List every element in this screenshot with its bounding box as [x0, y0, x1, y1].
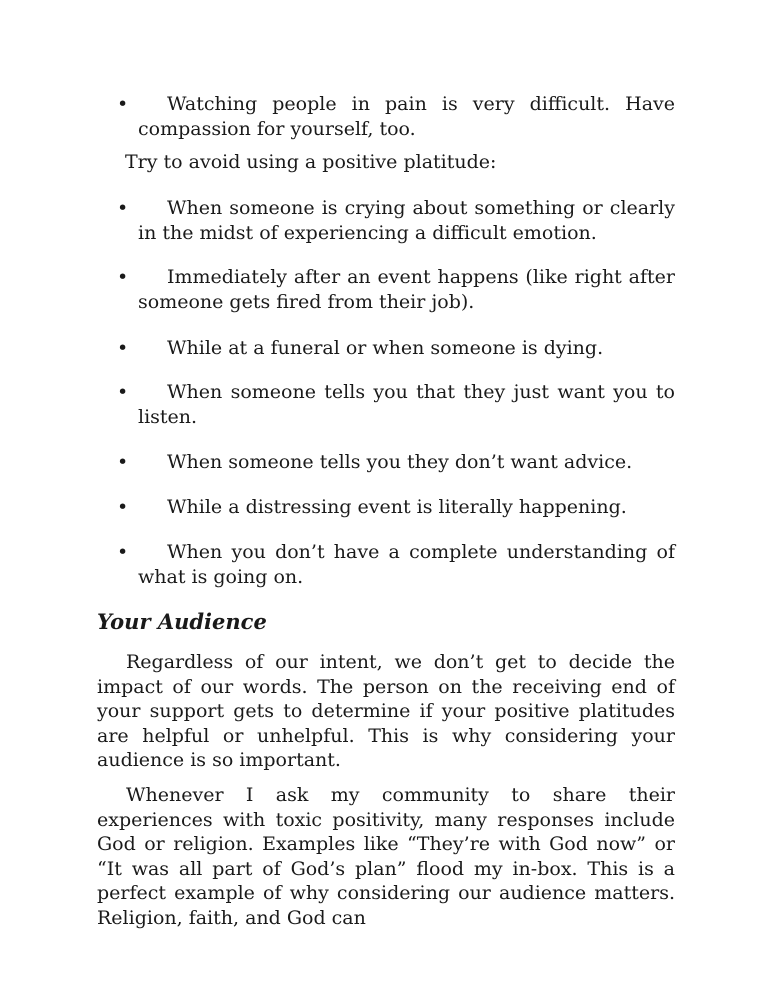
- body-paragraph: Regardless of our intent, we don’t get to decide the impact of our words. The person on the receiving end of your support gets to determine if your positive platitudes are helpful or unhelpful. This is why considering your audience is so important.: [97, 651, 675, 771]
- bullet-symbol: •: [117, 337, 129, 359]
- body-paragraph: Whenever I ask my community to share their experiences with toxic positivity, many responses include God or religion. Examples like “They’re with God now” or “It was all part of God’s plan” flood my in-box. This is a perfect example of why considering our audience matters. Religion, faith, and God can: [97, 784, 675, 929]
- bullet-symbol: •: [117, 197, 129, 219]
- bullet-symbol: •: [117, 266, 129, 288]
- bullet-text: While at a funeral or when someone is dying.: [167, 337, 604, 359]
- avoid-intro: Try to avoid using a positive platitude:: [125, 151, 497, 173]
- list-item: [97, 196, 675, 246]
- list-item: [97, 380, 675, 430]
- bullet-symbol: •: [117, 496, 129, 518]
- list-item: [97, 265, 675, 315]
- bullet-text: While a distressing event is literally happening.: [167, 496, 627, 518]
- bullet-text: When someone tells you they don’t want advice.: [167, 451, 633, 473]
- bullet-text: When someone tells you that they just want you to listen.: [138, 381, 675, 428]
- list-item: [97, 540, 675, 590]
- section-heading: Your Audience: [97, 609, 267, 634]
- bullet-symbol: •: [117, 93, 129, 115]
- bullet-symbol: •: [117, 541, 129, 563]
- list-item: [97, 450, 675, 475]
- list-item: [97, 92, 675, 142]
- list-item: [97, 495, 675, 520]
- list-item: [97, 336, 675, 361]
- bullet-symbol: •: [117, 381, 129, 403]
- bullet-symbol: •: [117, 451, 129, 473]
- bullet-text: When you don’t have a complete understanding of what is going on.: [138, 541, 675, 588]
- bullet-text: Watching people in pain is very difficult. Have compassion for yourself, too.: [138, 93, 675, 140]
- bullet-text: When someone is crying about something or clearly in the midst of experiencing a difficult emotion.: [138, 197, 675, 244]
- bullet-text: Immediately after an event happens (like right after someone gets fired from their job).: [138, 266, 675, 313]
